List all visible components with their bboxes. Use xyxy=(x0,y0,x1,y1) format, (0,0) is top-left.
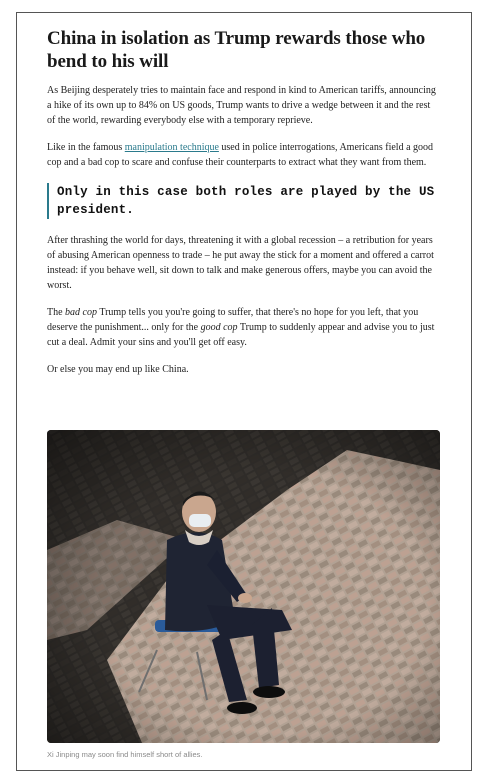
paragraph-bad-cop xyxy=(47,305,441,350)
article-title: China in isolation as Trump rewards those who bend to his will xyxy=(47,28,426,72)
article-photo xyxy=(47,430,440,743)
manipulation-technique-link[interactable]: manipulation technique xyxy=(124,142,219,153)
good-cop-emphasis: good cop xyxy=(200,322,238,333)
paragraph-intro: As Beijing desperately tries to maintain face and respond in kind to American tariffs, announcing a hike of its own up to 84% on US goods, Trump wants to drive a wedge between it and the rest of the world, rewarding everybody else with a temporary reprieve. xyxy=(47,85,436,126)
paragraph-good-cop-bad-cop xyxy=(47,140,441,170)
paragraph-text: Like in the famous xyxy=(47,142,125,153)
paragraph-thrashing: After thrashing the world for days, threatening it with a global recession – a retribution for years of abusing American openness to trade – he put away the stick for a moment and offered a carrot instead: if you behave well, sit down to talk and make generous offers, maybe you can avoid the worst. xyxy=(47,235,434,291)
pull-quote: Only in this case both roles are played by the US president. xyxy=(47,183,441,219)
paragraph-text: The xyxy=(47,307,66,318)
paragraph-text: Trump to suddenly appear and advise you to just cut a deal. Admit your sins and you'll get off easy. xyxy=(47,322,435,348)
photo-caption: Xi Jinping may soon find himself short of allies. xyxy=(47,750,203,759)
paragraph-conclusion: Or else you may end up like China. xyxy=(47,364,189,375)
paragraph-text: Trump tells you you're going to suffer, that there's no hope for you left, that you deserve the punishment... only for the xyxy=(47,307,419,333)
article-body xyxy=(47,27,441,377)
photo-illustration xyxy=(47,430,440,743)
article-frame xyxy=(16,12,472,771)
paragraph-text: used in police interrogations, Americans field a good cop and a bad cop to scare and confuse their counterparts to extract what they want from them. xyxy=(47,142,434,168)
bad-cop-emphasis: bad cop xyxy=(65,307,97,318)
